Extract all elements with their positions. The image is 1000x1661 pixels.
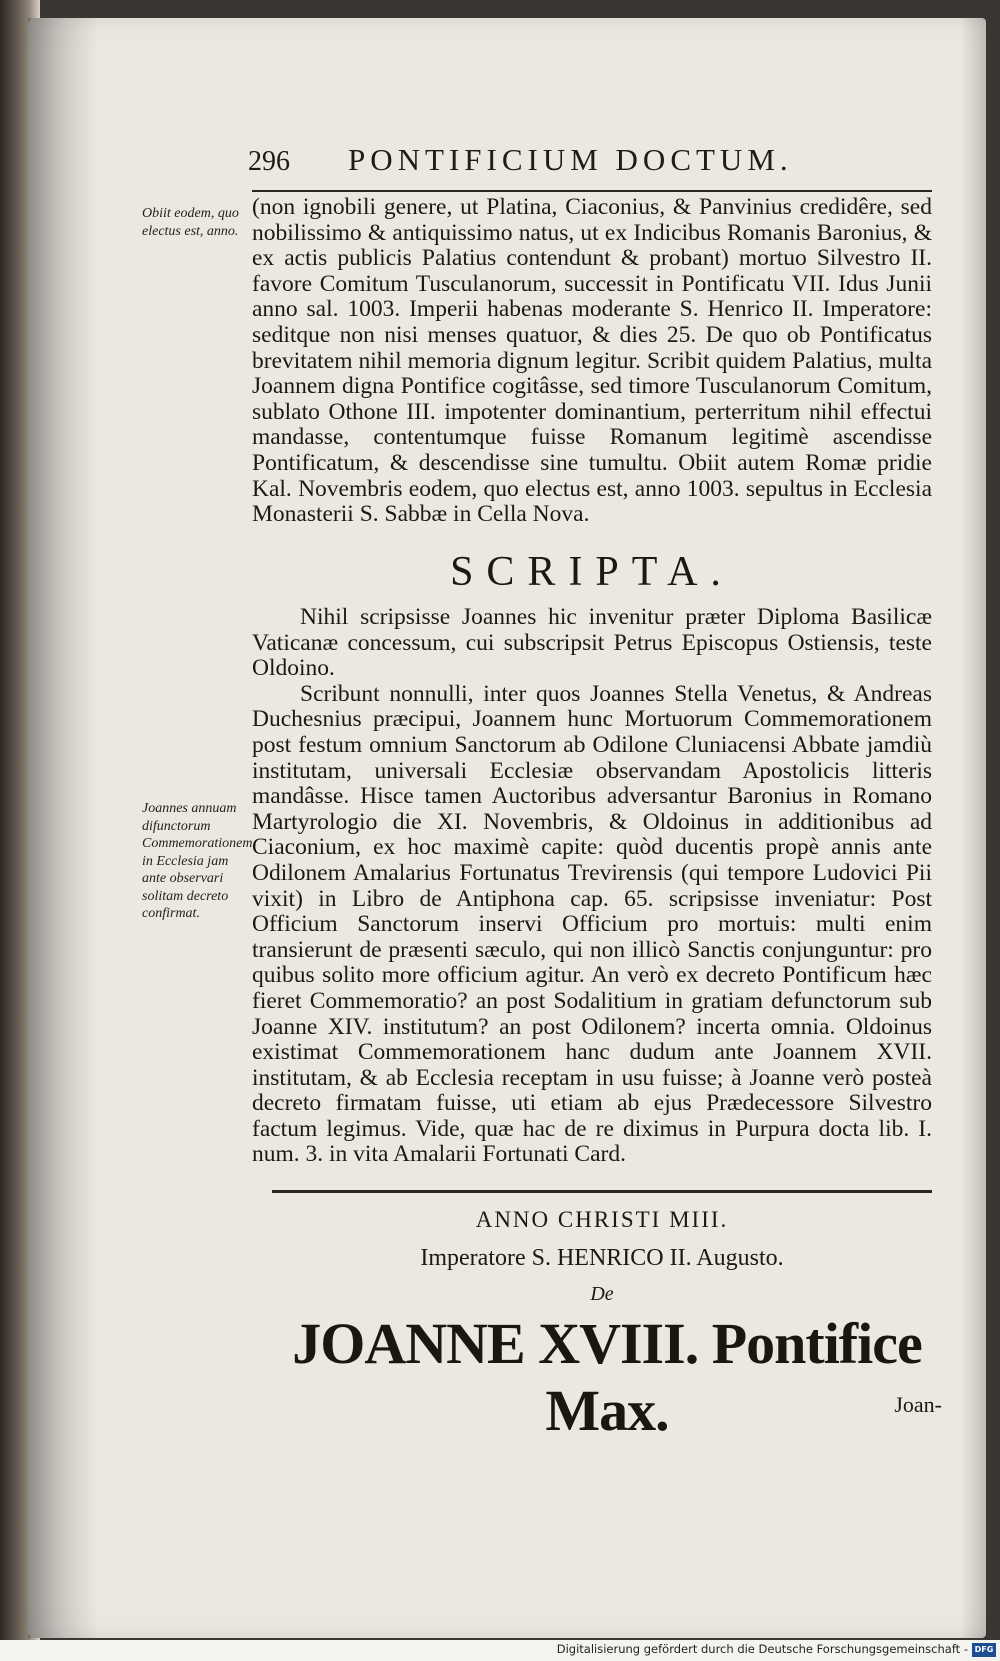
text-block-top — [252, 195, 932, 528]
pope-title: JOANNE XVIII. Pontifice Max. — [292, 1311, 922, 1443]
paragraph: Scribunt nonnulli, inter quos Joannes Stella Venetus, & Andreas Duchesnius præcipui, Joannem hunc Mortuorum Commemorationem post festum omnium Sanctorum ab Odilone Cluniacensi Abbate jamdiù institutam, universali Ecclesiæ observandam Apostolicis litteris mandâsse. Hisce tamen Auctoribus adversantur Baronius in Romano Martyrologio die XI. Novembris, & Oldoinus in additionibus ad Ciaconium, ex hoc maximè capite: quòd ducentis propè annis ante Odilonem Amalarius Fortunatus Trevirensis (qui tempore Ludovici Pii vixit) in Libro de Antiphona cap. 65. scripsisse inveniatur: Post Officium Sanctorum inservi Officium pro mortuis: multi enim transierunt de præsenti sæculo, qui non illicò Sanctis conjunguntur: pro quibus solito more officium agitur. An verò ex decreto Pontificum hæc fieret Commemoratio? an post Sodalitium in gratiam defunctorum sub Joanne XIV. institutum? an post Odilonem? incerta omnia. Oldoinus existimat Commemorationem hanc dudum ante Joannem XVII. institutam, & ab Ecclesia receptam in usu fuisse; à Joanne verò posteà decreto firmatam fuisse, uti etiam ab ejus Prædecessore Silvestro factum legimus. Vide, quæ hac de re diximus in Purpura docta lib. I. num. 3. in vita Amalarii Fortunati Card. — [252, 680, 932, 1168]
anno-line: ANNO CHRISTI MIII. — [475, 1207, 729, 1232]
footer-credit: Digitalisierung gefördert durch die Deutsche Forschungsgemeinschaft - — [556, 1642, 968, 1656]
scripta-heading: SCRIPTA. — [450, 549, 734, 595]
page-number: 296 — [248, 146, 290, 177]
de-line: De — [590, 1283, 614, 1305]
header-rule — [252, 190, 932, 192]
imperatore-line: Imperatore S. HENRICO II. Augusto. — [420, 1245, 784, 1271]
paragraph: (non ignobili genere, ut Platina, Ciaconius, & Panvinius credidêre, sed nobilissimo & antiquissimo natus, ut ex Indicibus Romanis Baronius, & ex actis publicis Palatius contendunt & probant) mortuo Silvestro II. favore Comitum Tusculanorum, successit in Pontificatu VII. Idus Junii anno sal. 1003. Imperii habenas moderante S. Henrico II. Imperatore: seditque non nisi menses quatuor, & dies 25. De quo ob Pontificatus brevitatem nihil memoria dignum legitur. Scribit quidem Palatius, multa Joannem digna Pontifice cogitâsse, sed timore Tusculanorum Comitum, sublato Othone III. impotenter dominantium, perterritum nihil effectui mandasse, contentumque fuisse Romanum legitimè ascendisse Pontificatum, & descendisse sine tumultu. Obiit autem Romæ pridie Kal. Novembris eodem, quo electus est, anno 1003. sepultus in Ecclesia Monasterii S. Sabbæ in Cella Nova. — [252, 194, 932, 528]
running-title: PONTIFICIUM DOCTUM. — [348, 142, 793, 177]
section-rule — [272, 1190, 932, 1193]
margin-note-obiit: Obiit eodem, quo electus est, anno. — [142, 206, 239, 239]
running-head — [248, 140, 938, 180]
catchword: Joan- — [894, 1392, 942, 1417]
paragraph: Nihil scripsisse Joannes hic invenitur præter Diploma Basilicæ Vaticanæ concessum, cui subscripsit Petrus Episcopus Ostiensis, teste Oldoino. — [252, 604, 932, 682]
footer-bar — [0, 1640, 1000, 1661]
margin-note-commemoratio: Joannes annuam difunctorum Commemorationem in Ecclesia jam ante observari solitam decreto confirmat. — [142, 801, 253, 921]
dfg-logo-icon: DFG — [972, 1643, 996, 1657]
text-block-scripta — [252, 605, 932, 1168]
